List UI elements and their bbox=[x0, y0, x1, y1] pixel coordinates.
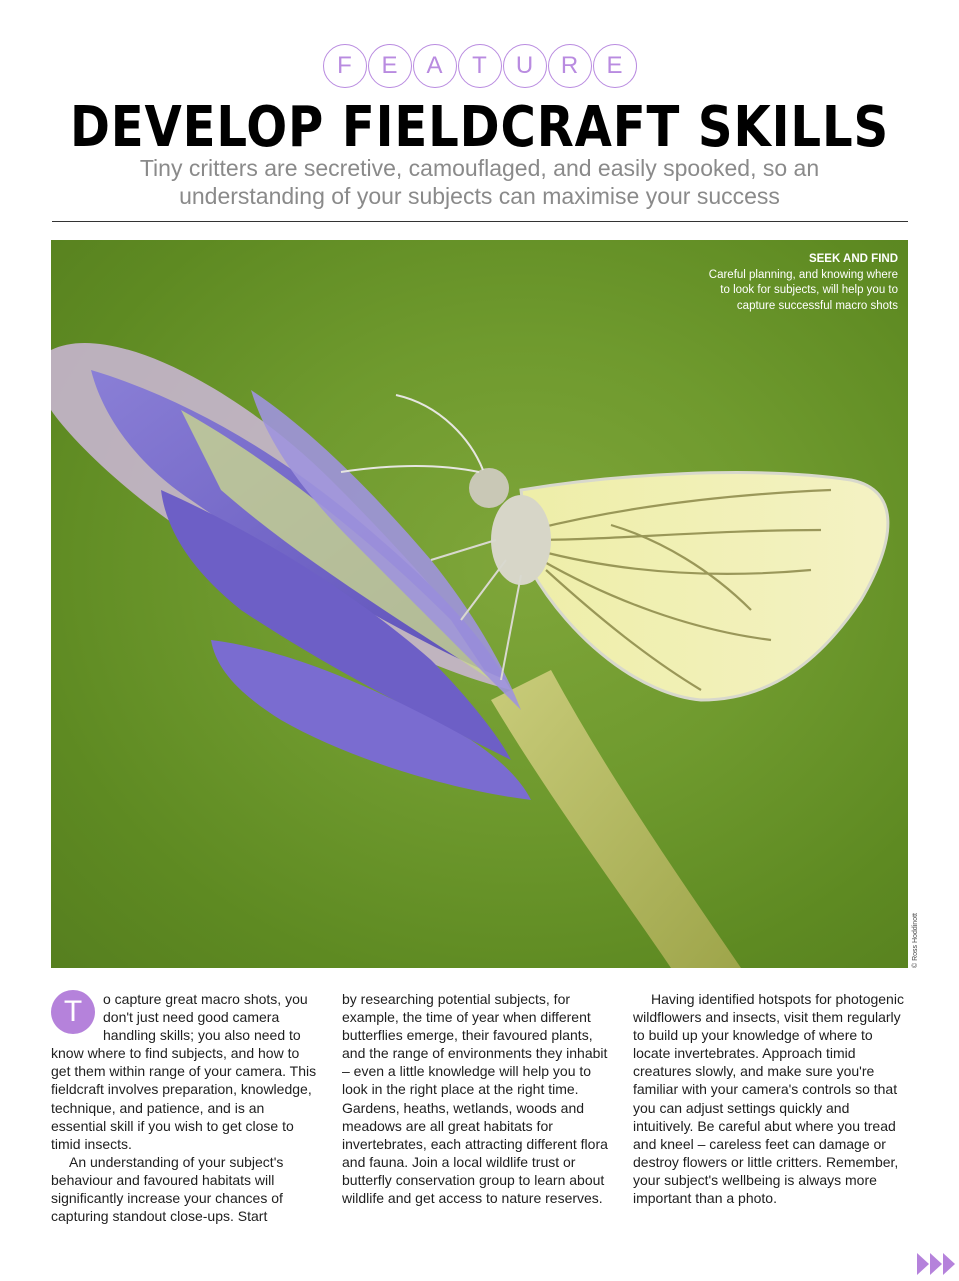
body-paragraph: by researching potential subjects, for example, the time of year when different butterflies emerge, their favoured plants, and the range of environments they inhabit – even a little knowledge will help you to look in the right place at the right time. Gardens, heaths, wetlands, woods and meadows are all great habitats for invertebrates, each attracting different flora and fauna. Join a local wildlife trust or butterfly conservation group to learn about wildlife and get access to nature reserves. bbox=[342, 991, 608, 1207]
kicker-letter: E bbox=[368, 44, 412, 88]
paragraph-text: o capture great macro shots, you don't just need good camera handling skills; you also need to know where to find subjects, and how to get them within range of your camera. This fieldcraft involves preparation, knowledge, technique, and patience, and is an essential skill if you wish to get close to timid insects. bbox=[51, 991, 317, 1152]
caption-text: Careful planning, and knowing where to look for subjects, will help you to capture successful macro shots bbox=[708, 268, 898, 312]
credit-text: © Ross Hoddinott bbox=[912, 913, 919, 968]
kicker-letter: U bbox=[503, 44, 547, 88]
kicker-letter: E bbox=[593, 44, 637, 88]
butterfly-photo bbox=[51, 240, 908, 968]
kicker-letter: F bbox=[323, 44, 367, 88]
divider bbox=[52, 221, 908, 222]
body-column-1 bbox=[51, 990, 321, 1225]
kicker-letter: R bbox=[548, 44, 592, 88]
standfirst: Tiny critters are secretive, camouflaged, and easily spooked, so an understanding of your subjects can maximise your success bbox=[139, 155, 820, 209]
butterfly-illustration bbox=[51, 240, 908, 968]
body-paragraph: An understanding of your subject's behaviour and favoured habitats will significantly increase your chances of capturing standout close-ups. Start bbox=[51, 1153, 284, 1225]
body-column-3 bbox=[633, 990, 905, 1207]
kicker-letter: T bbox=[458, 44, 502, 88]
headline: DEVELOP FIELDCRAFT SKILLS bbox=[69, 95, 890, 160]
photo-caption bbox=[708, 252, 898, 314]
body-paragraph: Having identified hotspots for photogenic wildflowers and insects, visit them regularly to build up your knowledge of where to locate invertebrates. Approach timid creatures slowly, and make sure you're familiar with your camera's controls so that you can adjust settings quickly and intuitively. Be careful abut where you tread and kneel – careless feet can damage or destroy flowers or little critters. Remember, your subject's wellbeing is always more important than a photo. bbox=[633, 991, 904, 1207]
body-column-2 bbox=[342, 990, 610, 1207]
continue-arrows bbox=[916, 1252, 958, 1276]
drop-cap: T bbox=[51, 990, 95, 1034]
triple-chevron-right-icon[interactable] bbox=[916, 1252, 958, 1276]
body-paragraph bbox=[51, 990, 321, 1153]
kicker-letter: A bbox=[413, 44, 457, 88]
caption-title: SEEK AND FIND bbox=[808, 253, 898, 265]
feature-kicker bbox=[0, 44, 959, 88]
